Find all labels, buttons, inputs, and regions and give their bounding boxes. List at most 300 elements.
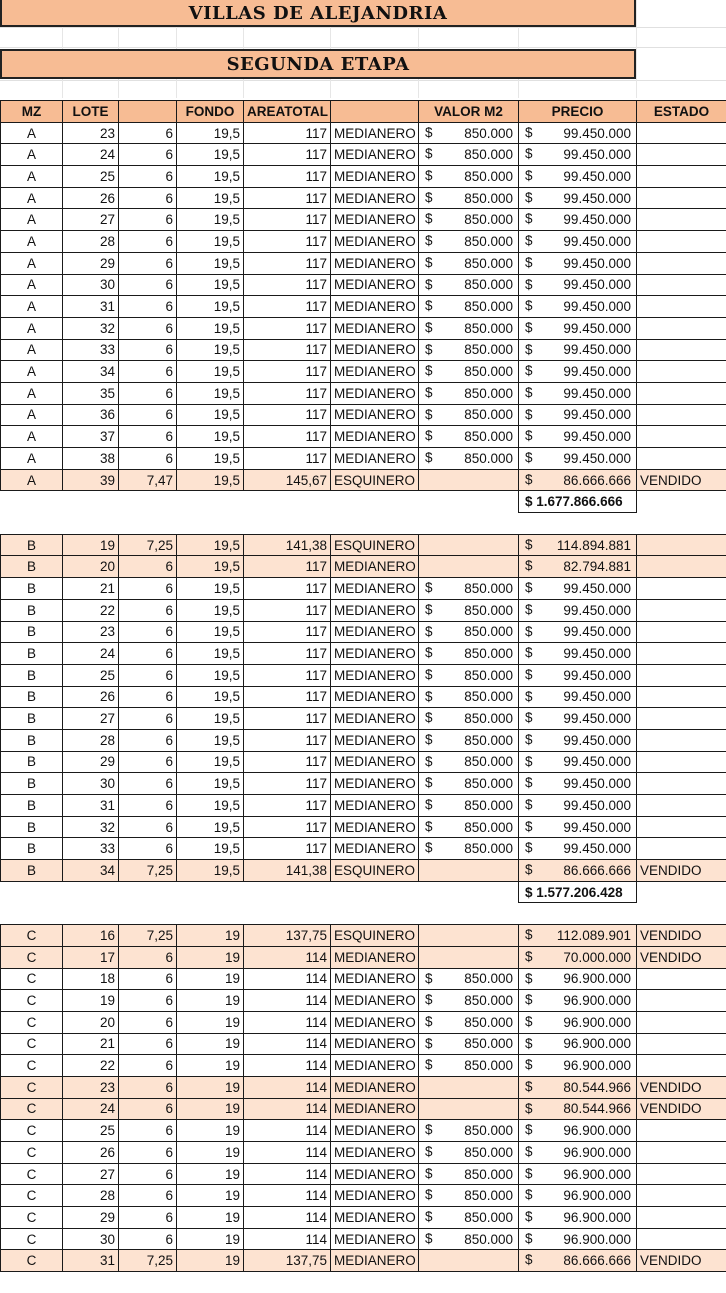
cell-precio [519, 469, 637, 491]
table-row [1, 1163, 726, 1185]
cell-estado [637, 1033, 726, 1055]
cell-valor-m2 [419, 751, 519, 773]
cell-fondo: 19,5 [177, 426, 244, 448]
cell-mz: A [1, 382, 63, 404]
cell-tipo: MEDIANERO [331, 317, 419, 339]
currency-value: 80.544.966 [522, 1101, 633, 1116]
cell-estado [637, 1142, 726, 1164]
cell-precio [519, 643, 637, 665]
empty-cell [419, 513, 519, 535]
cell-area: 117 [244, 426, 331, 448]
currency-value: 82.794.881 [522, 559, 633, 574]
cell-mz: C [1, 990, 63, 1012]
cell-precio [519, 448, 637, 470]
cell-estado [637, 166, 726, 188]
currency-symbol: $ [425, 580, 433, 595]
cell-valor-m2 [419, 1033, 519, 1055]
cell-estado: VENDIDO [637, 1076, 726, 1098]
cell-frente: 6 [119, 643, 177, 665]
cell-frente: 6 [119, 274, 177, 296]
empty-cell [119, 903, 177, 925]
currency-value: 99.450.000 [522, 689, 633, 704]
cell-estado [637, 795, 726, 817]
cell-tipo: MEDIANERO [331, 274, 419, 296]
cell-valor-m2 [419, 1011, 519, 1033]
currency-symbol: $ [525, 146, 533, 161]
col-header-valor-m2: VALOR M2 [419, 101, 519, 123]
currency-value: 99.450.000 [522, 277, 633, 292]
cell-valor-m2 [419, 209, 519, 231]
currency-symbol: $ [525, 1252, 533, 1267]
cell-fondo: 19 [177, 1120, 244, 1142]
cell-frente: 7,25 [119, 534, 177, 556]
currency-value: 96.900.000 [522, 1123, 633, 1138]
currency-value: 850.000 [422, 1123, 515, 1138]
cell-mz: A [1, 317, 63, 339]
cell-frente: 7,25 [119, 1250, 177, 1272]
section-total [519, 1272, 637, 1293]
cell-tipo: MEDIANERO [331, 361, 419, 383]
cell-precio [519, 556, 637, 578]
currency-symbol: $ [425, 407, 433, 422]
cell-tipo: MEDIANERO [331, 708, 419, 730]
currency-symbol: $ [525, 840, 533, 855]
cell-lote: 26 [63, 187, 119, 209]
empty-cell [63, 491, 119, 513]
cell-area: 114 [244, 1228, 331, 1250]
currency-value: 850.000 [422, 321, 515, 336]
empty-cell [331, 881, 419, 903]
cell-lote: 34 [63, 860, 119, 882]
currency-symbol: $ [525, 233, 533, 248]
cell-frente: 6 [119, 1055, 177, 1077]
currency-symbol: $ [425, 450, 433, 465]
currency-value: 850.000 [422, 386, 515, 401]
section-total: $ 1.577.206.428 [519, 881, 637, 903]
cell-lote: 25 [63, 664, 119, 686]
cell-precio [519, 708, 637, 730]
currency-symbol: $ [525, 428, 533, 443]
currency-value: 99.450.000 [522, 234, 633, 249]
cell-mz: A [1, 448, 63, 470]
cell-tipo: MEDIANERO [331, 296, 419, 318]
currency-value: 86.666.666 [522, 1253, 633, 1268]
currency-value: 99.450.000 [522, 169, 633, 184]
cell-estado [637, 361, 726, 383]
cell-fondo: 19,5 [177, 534, 244, 556]
empty-cell [331, 1272, 419, 1293]
currency-symbol: $ [425, 1014, 433, 1029]
cell-estado [637, 621, 726, 643]
table-row [1, 729, 726, 751]
table-row [1, 382, 726, 404]
cell-estado [637, 252, 726, 274]
currency-symbol: $ [425, 689, 433, 704]
cell-tipo: MEDIANERO [331, 1120, 419, 1142]
cell-valor-m2 [419, 382, 519, 404]
cell-area: 117 [244, 795, 331, 817]
cell-tipo: ESQUINERO [331, 925, 419, 947]
table-row [1, 1228, 726, 1250]
empty-cell [177, 903, 244, 925]
currency-symbol: $ [525, 342, 533, 357]
cell-tipo: MEDIANERO [331, 664, 419, 686]
cell-frente: 6 [119, 686, 177, 708]
cell-estado [637, 426, 726, 448]
cell-valor-m2 [419, 448, 519, 470]
currency-symbol: $ [525, 797, 533, 812]
empty-cell [244, 1272, 331, 1293]
cell-fondo: 19 [177, 1033, 244, 1055]
cell-area: 117 [244, 816, 331, 838]
col-header-estado: ESTADO [637, 101, 726, 123]
currency-symbol: $ [525, 1187, 533, 1202]
cell-fondo: 19 [177, 1055, 244, 1077]
cell-lote: 39 [63, 469, 119, 491]
currency-symbol: $ [525, 1209, 533, 1224]
cell-frente: 6 [119, 317, 177, 339]
cell-mz: B [1, 578, 63, 600]
table-row [1, 469, 726, 491]
table-row [1, 187, 726, 209]
currency-value: 850.000 [422, 993, 515, 1008]
cell-mz: A [1, 469, 63, 491]
cell-area: 117 [244, 166, 331, 188]
cell-mz: C [1, 1055, 63, 1077]
currency-value: 99.450.000 [522, 299, 633, 314]
currency-symbol: $ [525, 125, 533, 140]
cell-fondo: 19 [177, 1098, 244, 1120]
cell-frente: 6 [119, 708, 177, 730]
section-total-row [1, 881, 726, 903]
currency-value: 850.000 [422, 1232, 515, 1247]
currency-value: 96.900.000 [522, 1232, 633, 1247]
table-row [1, 122, 726, 144]
cell-fondo: 19,5 [177, 404, 244, 426]
cell-lote: 30 [63, 773, 119, 795]
empty-cell [177, 1272, 244, 1293]
cell-tipo: MEDIANERO [331, 1098, 419, 1120]
cell-estado: VENDIDO [637, 1098, 726, 1120]
currency-value: 850.000 [422, 754, 515, 769]
cell-lote: 28 [63, 231, 119, 253]
currency-symbol: $ [425, 624, 433, 639]
table-body [1, 122, 726, 1293]
currency-value: 99.450.000 [522, 668, 633, 683]
cell-estado: VENDIDO [637, 469, 726, 491]
currency-symbol: $ [425, 428, 433, 443]
cell-fondo: 19,5 [177, 317, 244, 339]
cell-tipo: MEDIANERO [331, 1163, 419, 1185]
cell-fondo: 19 [177, 946, 244, 968]
currency-value: 850.000 [422, 429, 515, 444]
cell-mz: C [1, 1185, 63, 1207]
currency-symbol: $ [425, 363, 433, 378]
currency-value: 99.450.000 [522, 321, 633, 336]
cell-precio [519, 426, 637, 448]
currency-symbol: $ [425, 1187, 433, 1202]
col-header-tipo [331, 101, 419, 123]
table-row [1, 643, 726, 665]
cell-fondo: 19,5 [177, 252, 244, 274]
cell-estado [637, 708, 726, 730]
cell-estado: VENDIDO [637, 860, 726, 882]
cell-area: 117 [244, 209, 331, 231]
currency-value: 850.000 [422, 1036, 515, 1051]
cell-frente: 6 [119, 795, 177, 817]
cell-area: 137,75 [244, 1250, 331, 1272]
currency-value: 96.900.000 [522, 1058, 633, 1073]
cell-mz: B [1, 708, 63, 730]
cell-precio [519, 686, 637, 708]
empty-cell [637, 491, 726, 513]
cell-fondo: 19 [177, 1250, 244, 1272]
spacer-row [1, 903, 726, 925]
cell-area: 117 [244, 317, 331, 339]
cell-area: 141,38 [244, 860, 331, 882]
cell-fondo: 19,5 [177, 382, 244, 404]
currency-value: 114.894.881 [522, 538, 633, 553]
currency-value: 80.544.966 [522, 1080, 633, 1095]
sheet-subtitle: SEGUNDA ETAPA [0, 49, 636, 79]
cell-frente: 6 [119, 751, 177, 773]
currency-value: 850.000 [422, 212, 515, 227]
cell-lote: 31 [63, 1250, 119, 1272]
cell-frente: 6 [119, 946, 177, 968]
currency-symbol: $ [525, 1036, 533, 1051]
table-row [1, 1142, 726, 1164]
cell-precio [519, 166, 637, 188]
cell-frente: 6 [119, 968, 177, 990]
cell-precio [519, 751, 637, 773]
currency-symbol: $ [425, 840, 433, 855]
cell-fondo: 19,5 [177, 860, 244, 882]
empty-cell [1, 881, 63, 903]
cell-estado [637, 599, 726, 621]
cell-precio [519, 599, 637, 621]
cell-precio [519, 252, 637, 274]
cell-precio [519, 968, 637, 990]
currency-value: 850.000 [422, 191, 515, 206]
currency-value: 96.900.000 [522, 1036, 633, 1051]
cell-frente: 6 [119, 1011, 177, 1033]
cell-estado [637, 773, 726, 795]
cell-valor-m2 [419, 404, 519, 426]
currency-symbol: $ [525, 1101, 533, 1116]
currency-value: 99.450.000 [522, 776, 633, 791]
cell-precio [519, 231, 637, 253]
cell-lote: 17 [63, 946, 119, 968]
cell-valor-m2 [419, 968, 519, 990]
empty-cell [119, 881, 177, 903]
table-row [1, 1185, 726, 1207]
currency-symbol: $ [425, 732, 433, 747]
cell-valor-m2 [419, 166, 519, 188]
cell-lote: 24 [63, 1098, 119, 1120]
cell-precio [519, 925, 637, 947]
cell-mz: C [1, 1120, 63, 1142]
cell-area: 117 [244, 751, 331, 773]
cell-estado [637, 664, 726, 686]
cell-lote: 23 [63, 122, 119, 144]
cell-frente: 6 [119, 621, 177, 643]
empty-cell [1, 513, 63, 535]
cell-mz: A [1, 122, 63, 144]
currency-symbol: $ [525, 949, 533, 964]
cell-valor-m2 [419, 361, 519, 383]
cell-frente: 6 [119, 382, 177, 404]
empty-cell [244, 491, 331, 513]
currency-symbol: $ [525, 407, 533, 422]
cell-area: 114 [244, 1098, 331, 1120]
cell-precio [519, 404, 637, 426]
cell-lote: 31 [63, 296, 119, 318]
cell-estado [637, 1228, 726, 1250]
cell-tipo: MEDIANERO [331, 209, 419, 231]
currency-symbol: $ [425, 190, 433, 205]
empty-cell [419, 1272, 519, 1293]
cell-frente: 6 [119, 166, 177, 188]
cell-fondo: 19,5 [177, 578, 244, 600]
cell-precio [519, 621, 637, 643]
cell-mz: A [1, 274, 63, 296]
currency-value: 99.450.000 [522, 407, 633, 422]
cell-precio [519, 382, 637, 404]
cell-precio [519, 317, 637, 339]
currency-value: 96.900.000 [522, 1210, 633, 1225]
cell-estado [637, 187, 726, 209]
cell-lote: 29 [63, 751, 119, 773]
cell-precio [519, 946, 637, 968]
cell-valor-m2 [419, 426, 519, 448]
empty-cell [119, 491, 177, 513]
cell-lote: 21 [63, 578, 119, 600]
table-row [1, 1207, 726, 1229]
cell-precio [519, 578, 637, 600]
cell-area: 137,75 [244, 925, 331, 947]
cell-tipo: MEDIANERO [331, 1207, 419, 1229]
cell-frente: 6 [119, 729, 177, 751]
currency-symbol: $ [525, 710, 533, 725]
currency-value: 850.000 [422, 624, 515, 639]
currency-value: 99.450.000 [522, 256, 633, 271]
table-row [1, 708, 726, 730]
cell-lote: 33 [63, 838, 119, 860]
cell-area: 117 [244, 708, 331, 730]
cell-lote: 34 [63, 361, 119, 383]
cell-fondo: 19,5 [177, 708, 244, 730]
currency-symbol: $ [525, 1014, 533, 1029]
empty-cell [519, 513, 637, 535]
cell-precio [519, 122, 637, 144]
cell-estado: VENDIDO [637, 1250, 726, 1272]
cell-area: 117 [244, 144, 331, 166]
currency-symbol: $ [425, 797, 433, 812]
cell-lote: 18 [63, 968, 119, 990]
cell-mz: C [1, 1228, 63, 1250]
cell-precio [519, 1142, 637, 1164]
currency-value: 850.000 [422, 668, 515, 683]
empty-cell [331, 903, 419, 925]
cell-valor-m2 [419, 838, 519, 860]
cell-precio [519, 1185, 637, 1207]
table-row [1, 317, 726, 339]
cell-precio [519, 1228, 637, 1250]
table-row [1, 1033, 726, 1055]
table-row [1, 339, 726, 361]
cell-frente: 6 [119, 187, 177, 209]
cell-area: 114 [244, 1011, 331, 1033]
cell-area: 117 [244, 274, 331, 296]
currency-value: 99.450.000 [522, 212, 633, 227]
cell-area: 117 [244, 231, 331, 253]
cell-frente: 6 [119, 1207, 177, 1229]
cell-area: 117 [244, 664, 331, 686]
cell-tipo: MEDIANERO [331, 686, 419, 708]
cell-tipo: MEDIANERO [331, 231, 419, 253]
cell-tipo: MEDIANERO [331, 252, 419, 274]
cell-estado: VENDIDO [637, 925, 726, 947]
lots-table [0, 100, 726, 1293]
cell-fondo: 19,5 [177, 838, 244, 860]
currency-symbol: $ [525, 1122, 533, 1137]
cell-area: 114 [244, 1120, 331, 1142]
cell-lote: 19 [63, 990, 119, 1012]
table-row [1, 1055, 726, 1077]
cell-valor-m2 [419, 1120, 519, 1142]
section-total-row [1, 491, 726, 513]
currency-symbol: $ [425, 1166, 433, 1181]
currency-symbol: $ [525, 277, 533, 292]
cell-lote: 30 [63, 1228, 119, 1250]
currency-symbol: $ [425, 233, 433, 248]
currency-symbol: $ [425, 298, 433, 313]
cell-lote: 26 [63, 1142, 119, 1164]
cell-estado [637, 816, 726, 838]
cell-frente: 7,25 [119, 925, 177, 947]
cell-frente: 6 [119, 1142, 177, 1164]
cell-valor-m2 [419, 729, 519, 751]
cell-fondo: 19 [177, 1142, 244, 1164]
currency-value: 850.000 [422, 169, 515, 184]
cell-fondo: 19,5 [177, 773, 244, 795]
currency-symbol: $ [525, 689, 533, 704]
cell-frente: 6 [119, 144, 177, 166]
cell-mz: C [1, 1098, 63, 1120]
cell-valor-m2 [419, 144, 519, 166]
cell-frente: 7,47 [119, 469, 177, 491]
cell-fondo: 19,5 [177, 751, 244, 773]
currency-value: 99.450.000 [522, 581, 633, 596]
cell-estado [637, 578, 726, 600]
currency-value: 99.450.000 [522, 841, 633, 856]
cell-frente: 6 [119, 816, 177, 838]
cell-mz: A [1, 187, 63, 209]
table-row [1, 838, 726, 860]
cell-precio [519, 795, 637, 817]
cell-mz: A [1, 252, 63, 274]
cell-mz: A [1, 231, 63, 253]
cell-lote: 29 [63, 1207, 119, 1229]
table-row [1, 1076, 726, 1098]
table-row [1, 252, 726, 274]
cell-area: 117 [244, 187, 331, 209]
currency-symbol: $ [425, 1209, 433, 1224]
cell-mz: C [1, 1076, 63, 1098]
currency-symbol: $ [525, 602, 533, 617]
table-row [1, 448, 726, 470]
currency-value: 850.000 [422, 689, 515, 704]
